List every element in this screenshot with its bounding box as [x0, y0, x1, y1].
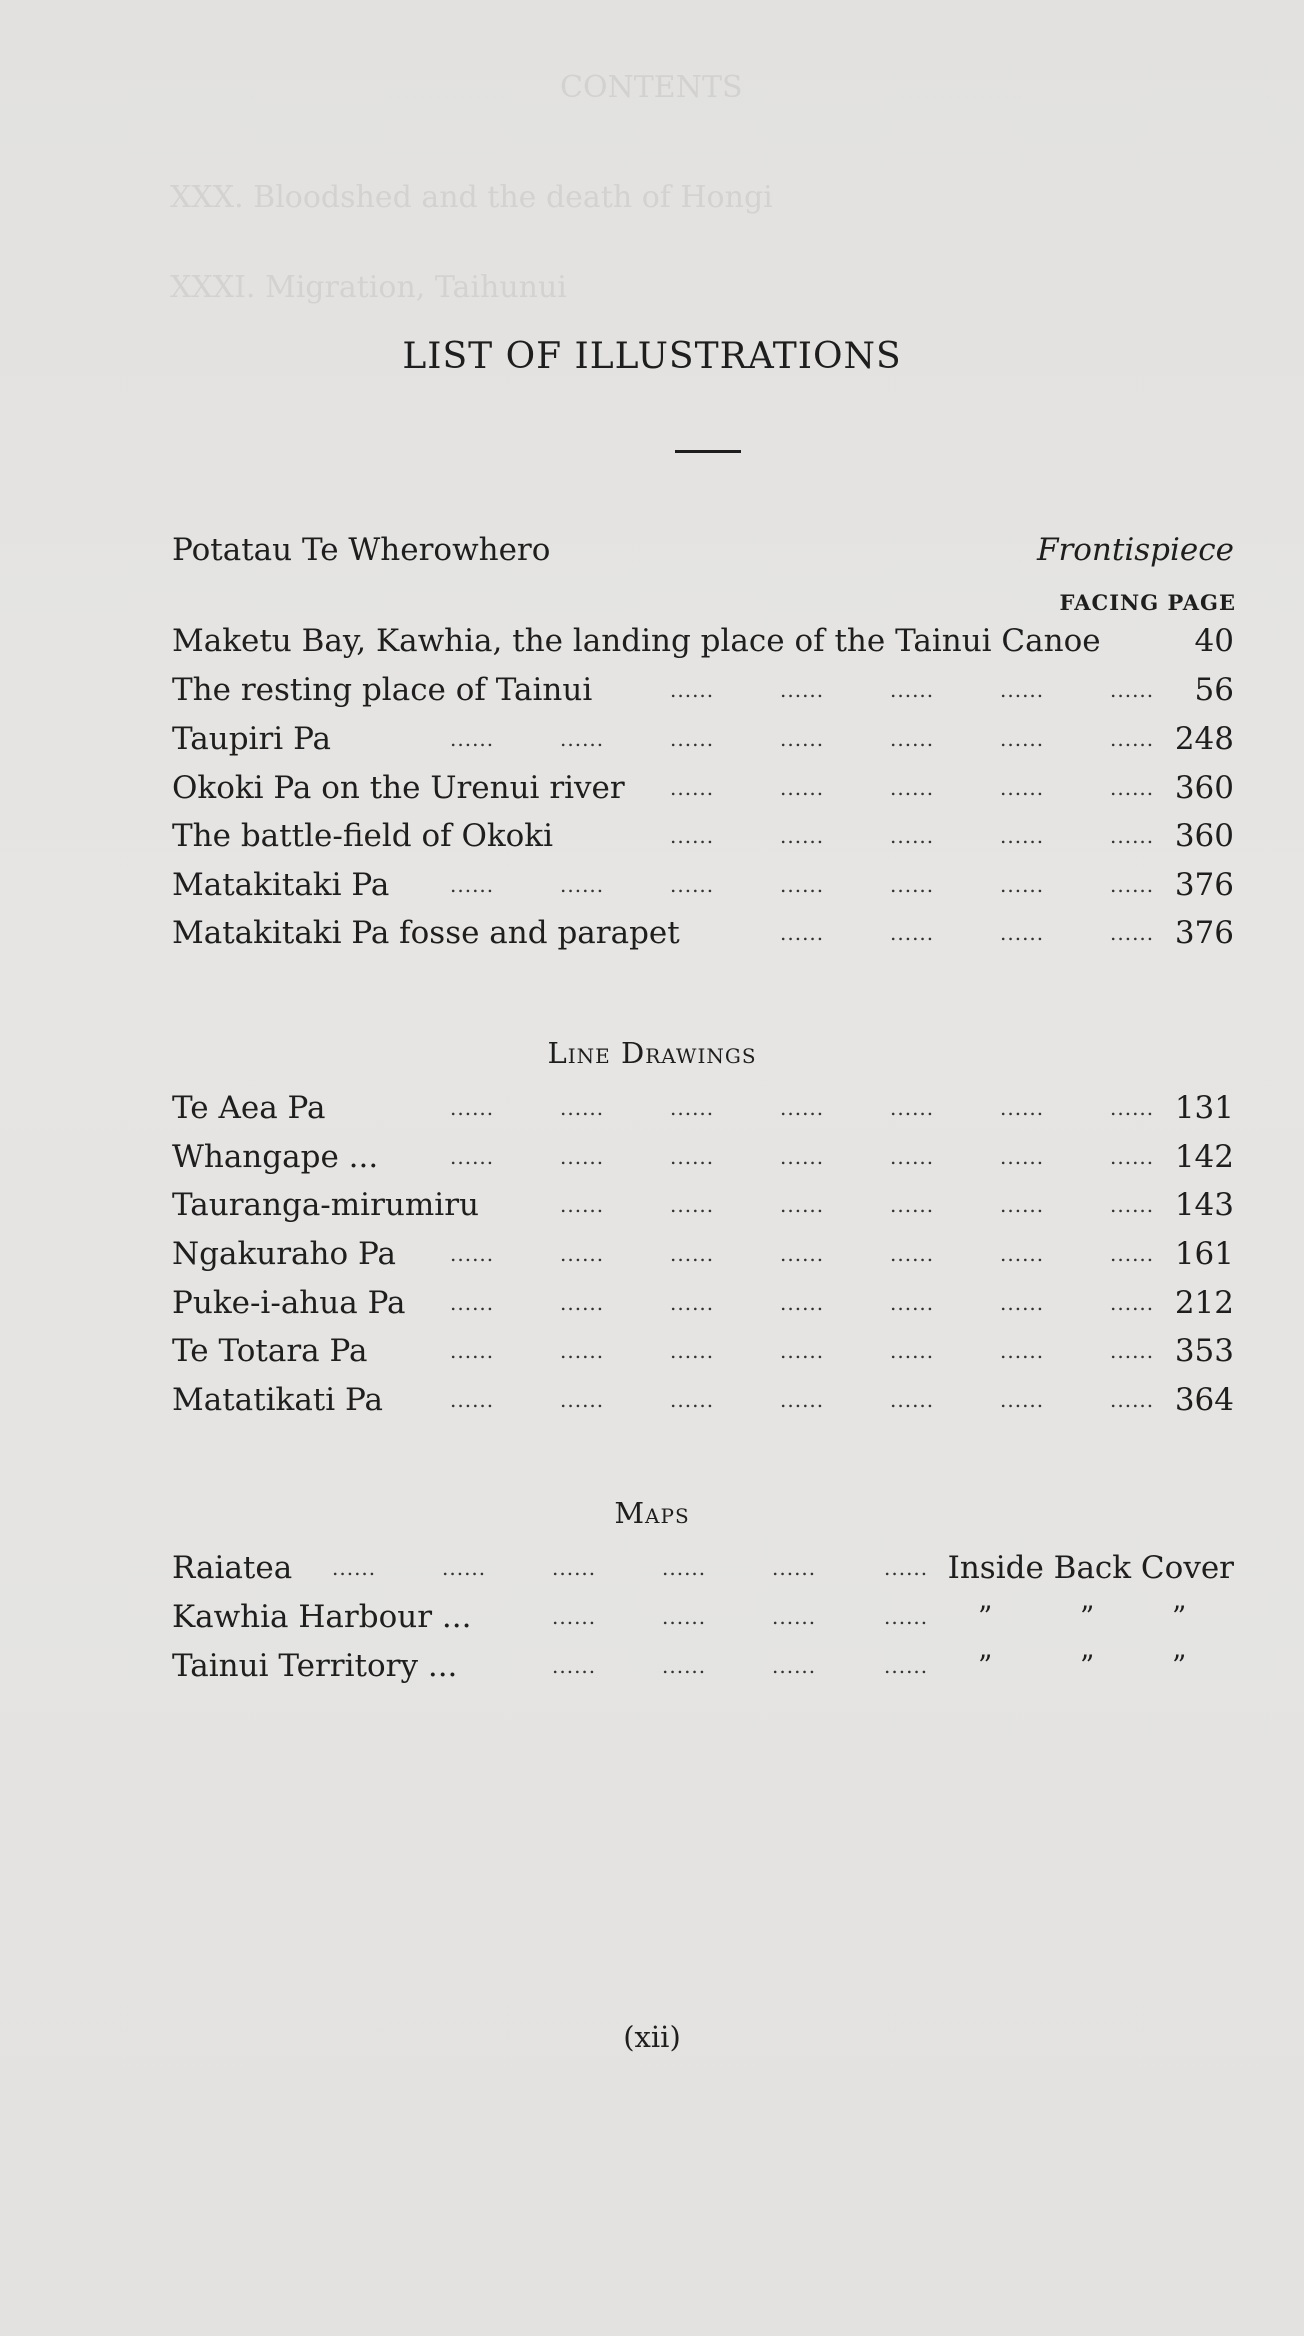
- dot-leader: ......: [1110, 1388, 1155, 1412]
- dot-leader: ......: [1000, 824, 1045, 848]
- dot-leader: ......: [670, 678, 715, 702]
- entry-name: Matatikati Pa: [172, 1382, 383, 1418]
- dot-leader: ......: [670, 776, 715, 800]
- entry-name: Whangape ...: [172, 1139, 379, 1175]
- dot-leader: ......: [1110, 1145, 1155, 1169]
- list-item: [172, 667, 1234, 713]
- list-item: [172, 618, 1234, 664]
- dot-leader: ......: [1000, 1291, 1045, 1315]
- ditto-mark: ”: [1080, 1649, 1095, 1682]
- dot-leader: ......: [442, 1556, 487, 1580]
- dot-leader: ......: [1000, 1096, 1045, 1120]
- list-item: [172, 1085, 1234, 1131]
- section-heading-line-drawings: Line Drawings: [547, 1036, 757, 1070]
- dot-leader: ......: [780, 776, 825, 800]
- page-number: 364: [1174, 1382, 1234, 1418]
- list-item: [172, 1545, 1234, 1591]
- dot-leader: ......: [890, 1193, 935, 1217]
- title-rule: [675, 450, 741, 453]
- dot-leader: ......: [670, 1291, 715, 1315]
- page-folio: (xii): [623, 2020, 681, 2054]
- entry-name: The resting place of Tainui: [172, 672, 593, 708]
- entry-name: Matakitaki Pa fosse and parapet: [172, 915, 680, 951]
- dot-leader: ......: [1000, 1145, 1045, 1169]
- list-item: [172, 1377, 1234, 1423]
- dot-leader: ......: [780, 1193, 825, 1217]
- map-location: Inside Back Cover: [947, 1550, 1234, 1586]
- dot-leader: ......: [1110, 1339, 1155, 1363]
- dot-leader: ......: [772, 1556, 817, 1580]
- dot-leader: ......: [670, 873, 715, 897]
- dot-leader: ......: [450, 1388, 495, 1412]
- page-number: 248: [1174, 721, 1234, 757]
- dot-leader: ......: [884, 1605, 929, 1629]
- dot-leader: ......: [1000, 1242, 1045, 1266]
- dot-leader: ......: [560, 1193, 605, 1217]
- dot-leader: ......: [662, 1605, 707, 1629]
- dot-leader: ......: [1110, 1096, 1155, 1120]
- dot-leader: ......: [560, 873, 605, 897]
- dot-leader: ......: [670, 1145, 715, 1169]
- page-number: 40: [1194, 623, 1234, 659]
- ditto-mark: ”: [978, 1600, 993, 1633]
- entry-name: Te Totara Pa: [172, 1333, 368, 1369]
- dot-leader: ......: [662, 1556, 707, 1580]
- dot-leader: ......: [1110, 873, 1155, 897]
- dot-leader: ......: [780, 1145, 825, 1169]
- entry-note: Frontispiece: [1036, 532, 1234, 568]
- dot-leader: ......: [1110, 824, 1155, 848]
- page-number: 143: [1174, 1187, 1234, 1223]
- frontispiece-entry: [172, 527, 1234, 573]
- dot-leader: ......: [670, 1242, 715, 1266]
- dot-leader: ......: [560, 1242, 605, 1266]
- dot-leader: ......: [560, 1145, 605, 1169]
- dot-leader: ......: [1000, 873, 1045, 897]
- dot-leader: ......: [670, 1096, 715, 1120]
- entry-name: Okoki Pa on the Urenui river: [172, 770, 625, 806]
- entry-name: Potatau Te Wherowhero: [172, 532, 551, 568]
- dot-leader: ......: [890, 1388, 935, 1412]
- dot-leader: ......: [670, 1388, 715, 1412]
- dot-leader: ......: [552, 1654, 597, 1678]
- dot-leader: ......: [670, 727, 715, 751]
- entry-name: Ngakuraho Pa: [172, 1236, 396, 1272]
- entry-name: Tainui Territory ...: [172, 1648, 458, 1684]
- dot-leader: ......: [780, 1388, 825, 1412]
- dot-leader: ......: [772, 1654, 817, 1678]
- dot-leader: ......: [890, 873, 935, 897]
- list-item: [172, 862, 1234, 908]
- dot-leader: ......: [1000, 1339, 1045, 1363]
- dot-leader: ......: [560, 727, 605, 751]
- dot-leader: ......: [450, 1145, 495, 1169]
- dot-leader: ......: [890, 1145, 935, 1169]
- dot-leader: ......: [780, 1096, 825, 1120]
- dot-leader: ......: [450, 873, 495, 897]
- dot-leader: ......: [332, 1556, 377, 1580]
- dot-leader: ......: [1110, 727, 1155, 751]
- list-item: [172, 716, 1234, 762]
- bleed-through-text: XXXI. Migration, Taihunui: [170, 270, 567, 305]
- dot-leader: ......: [1110, 1291, 1155, 1315]
- dot-leader: ......: [890, 1291, 935, 1315]
- list-item: [172, 813, 1234, 859]
- page-number: 360: [1174, 770, 1234, 806]
- dot-leader: ......: [450, 727, 495, 751]
- bleed-through-text: CONTENTS: [560, 70, 743, 105]
- dot-leader: ......: [890, 824, 935, 848]
- section-heading-maps: Maps: [614, 1496, 690, 1530]
- dot-leader: ......: [890, 1339, 935, 1363]
- dot-leader: ......: [780, 1242, 825, 1266]
- dot-leader: ......: [1000, 727, 1045, 751]
- dot-leader: ......: [560, 1339, 605, 1363]
- dot-leader: ......: [1110, 1242, 1155, 1266]
- dot-leader: ......: [1000, 1193, 1045, 1217]
- page-title: LIST OF ILLUSTRATIONS: [402, 336, 902, 377]
- list-item: [172, 1231, 1234, 1277]
- dot-leader: ......: [560, 1388, 605, 1412]
- dot-leader: ......: [780, 678, 825, 702]
- dot-leader: ......: [780, 1291, 825, 1315]
- list-item: [172, 910, 1234, 956]
- page-number: 142: [1174, 1139, 1234, 1175]
- list-item: [172, 1182, 1234, 1228]
- dot-leader: ......: [884, 1556, 929, 1580]
- dot-leader: ......: [890, 1242, 935, 1266]
- entry-name: Maketu Bay, Kawhia, the landing place of the Tainui Canoe: [172, 623, 1101, 659]
- page-number: 360: [1174, 818, 1234, 854]
- dot-leader: ......: [890, 776, 935, 800]
- entry-name: Kawhia Harbour ...: [172, 1599, 472, 1635]
- dot-leader: ......: [450, 1242, 495, 1266]
- dot-leader: ......: [450, 1291, 495, 1315]
- dot-leader: ......: [1110, 678, 1155, 702]
- dot-leader: ......: [1110, 921, 1155, 945]
- dot-leader: ......: [552, 1556, 597, 1580]
- page-number: 161: [1174, 1236, 1234, 1272]
- dot-leader: ......: [890, 1096, 935, 1120]
- dot-leader: ......: [1000, 1388, 1045, 1412]
- dot-leader: ......: [780, 824, 825, 848]
- entry-name: Puke-i-ahua Pa: [172, 1285, 406, 1321]
- dot-leader: ......: [1000, 678, 1045, 702]
- ditto-mark: ”: [1080, 1600, 1095, 1633]
- dot-leader: ......: [890, 727, 935, 751]
- entry-name: The battle-field of Okoki: [172, 818, 554, 854]
- page-number: 353: [1174, 1333, 1234, 1369]
- list-item: [172, 1594, 1234, 1640]
- dot-leader: ......: [890, 678, 935, 702]
- dot-leader: ......: [884, 1654, 929, 1678]
- dot-leader: ......: [552, 1605, 597, 1629]
- dot-leader: ......: [1110, 776, 1155, 800]
- page-number: 56: [1194, 672, 1234, 708]
- list-item: [172, 1328, 1234, 1374]
- dot-leader: ......: [1000, 921, 1045, 945]
- dot-leader: ......: [1000, 776, 1045, 800]
- facing-page-header: FACING PAGE: [1059, 590, 1236, 615]
- dot-leader: ......: [772, 1605, 817, 1629]
- dot-leader: ......: [560, 1096, 605, 1120]
- dot-leader: ......: [670, 1193, 715, 1217]
- list-item: [172, 1280, 1234, 1326]
- entry-name: Te Aea Pa: [172, 1090, 326, 1126]
- bleed-through-text: XXX. Bloodshed and the death of Hongi: [170, 180, 773, 215]
- entry-name: Raiatea: [172, 1550, 293, 1586]
- page-number: 212: [1174, 1285, 1234, 1321]
- dot-leader: ......: [890, 921, 935, 945]
- dot-leader: ......: [780, 873, 825, 897]
- entry-name: Matakitaki Pa: [172, 867, 390, 903]
- dot-leader: ......: [780, 1339, 825, 1363]
- entry-name: Tauranga-mirumiru: [172, 1187, 479, 1223]
- dot-leader: ......: [662, 1654, 707, 1678]
- ditto-mark: ”: [1172, 1600, 1187, 1633]
- entry-name: Taupiri Pa: [172, 721, 332, 757]
- dot-leader: ......: [1110, 1193, 1155, 1217]
- dot-leader: ......: [560, 1291, 605, 1315]
- dot-leader: ......: [450, 1339, 495, 1363]
- dot-leader: ......: [780, 921, 825, 945]
- page-number: 376: [1174, 867, 1234, 903]
- dot-leader: ......: [670, 824, 715, 848]
- dot-leader: ......: [780, 727, 825, 751]
- ditto-mark: ”: [1172, 1649, 1187, 1682]
- list-item: [172, 1134, 1234, 1180]
- list-item: [172, 765, 1234, 811]
- dot-leader: ......: [670, 1339, 715, 1363]
- dot-leader: ......: [450, 1096, 495, 1120]
- page-number: 376: [1174, 915, 1234, 951]
- page-number: 131: [1174, 1090, 1234, 1126]
- list-item: [172, 1643, 1234, 1689]
- ditto-mark: ”: [978, 1649, 993, 1682]
